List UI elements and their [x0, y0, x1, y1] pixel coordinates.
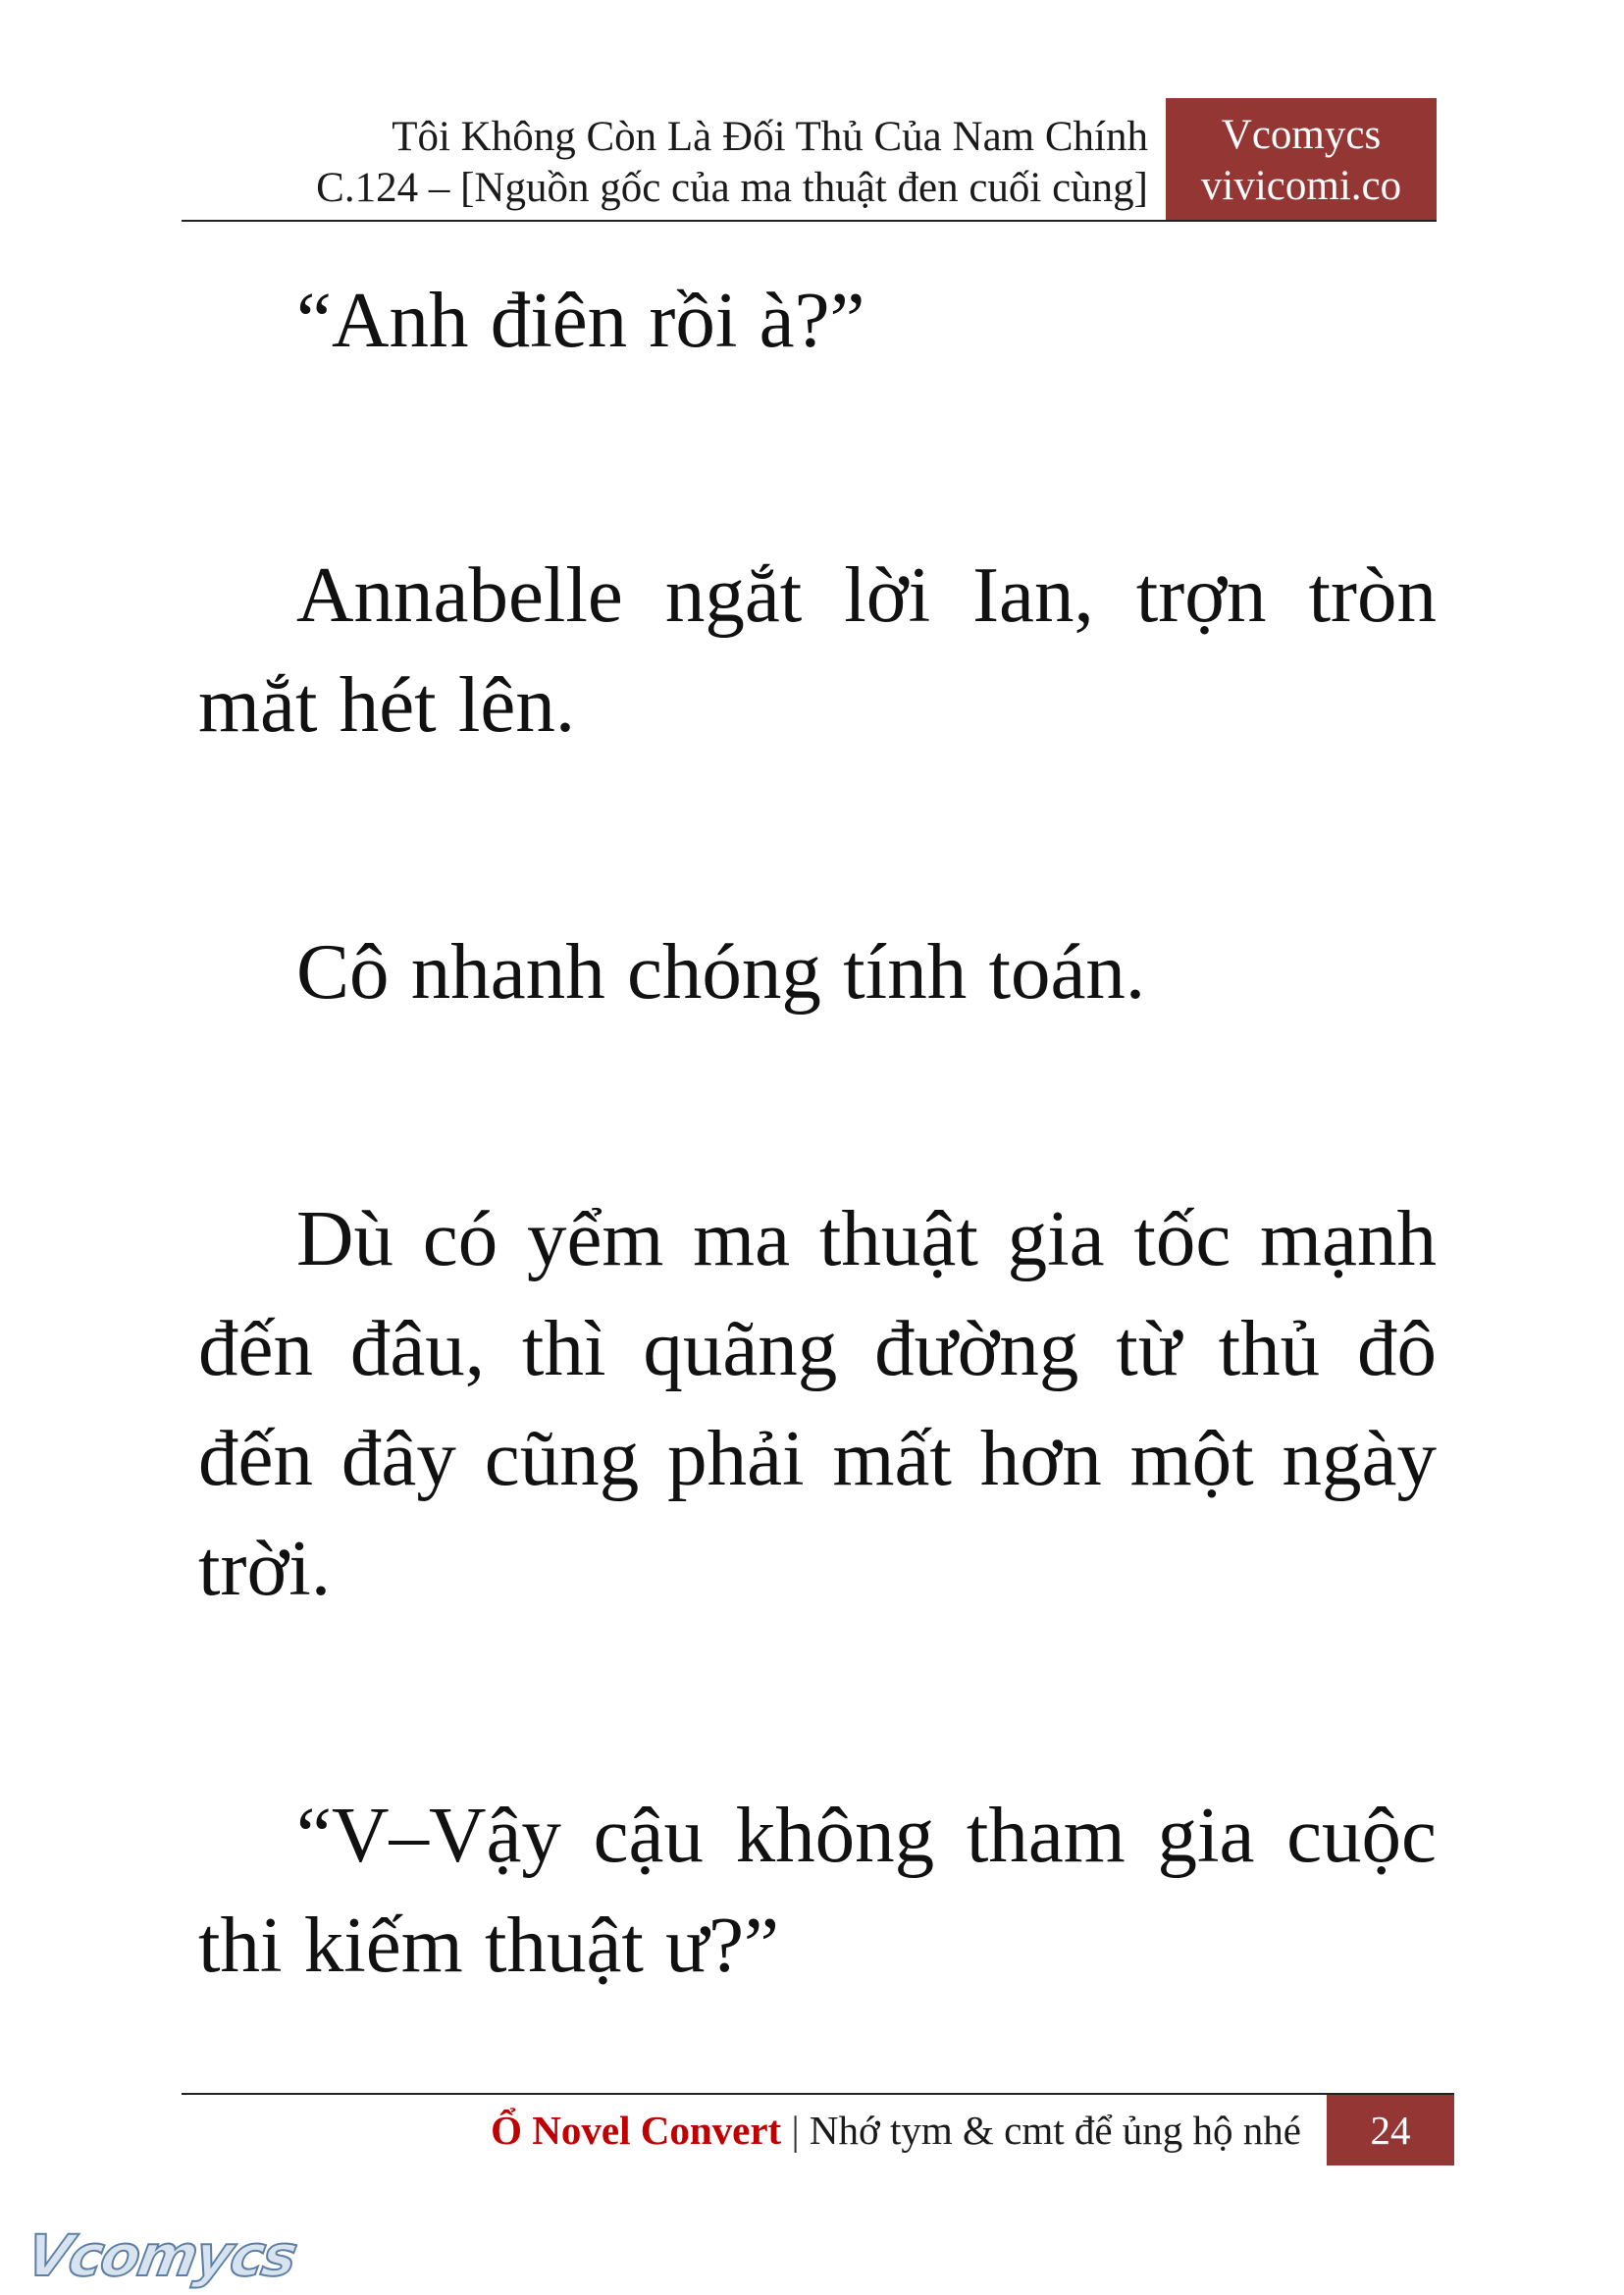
paragraph: Annabelle ngắt lời Ian, trợn tròn mắt hét lên.: [198, 550, 1437, 749]
page-header: [182, 98, 1437, 220]
site-url: vivicomi.co: [1200, 163, 1402, 209]
watermark-logo: Vcomycs: [22, 2222, 301, 2289]
chapter-title: C.124 – [Nguồn gốc của ma thuật đen cuối cùng]: [316, 165, 1148, 211]
footer-message: Nhớ tym & cmt để ủng hộ nhé: [809, 2108, 1301, 2153]
paragraph: “Anh điên rồi à?”: [296, 276, 865, 364]
page-number: 24: [1327, 2095, 1454, 2165]
paragraph: “V–Vậy cậu không tham gia cuộc thi kiếm thuật ư?”: [198, 1791, 1437, 1989]
header-titles: [316, 112, 1148, 214]
paragraph: Cô nhanh chóng tính toán.: [296, 927, 1146, 1016]
novel-title: Tôi Không Còn Là Đối Thủ Của Nam Chính: [392, 114, 1148, 160]
chapter-content: [198, 265, 1437, 2000]
site-badge: [1166, 98, 1437, 220]
footer-text: [491, 2105, 1301, 2156]
site-name: Vcomycs: [1221, 112, 1382, 158]
footer-separator: |: [791, 2108, 800, 2153]
header-divider: [182, 220, 1437, 222]
page-footer: [182, 2095, 1454, 2165]
footer-brand: Ổ Novel Convert: [491, 2108, 782, 2153]
paragraph: Dù có yểm ma thuật gia tốc mạnh đến đâu, thì quãng đường từ thủ đô đến đây cũng phải mất hơn một ngày trời.: [198, 1194, 1437, 1612]
